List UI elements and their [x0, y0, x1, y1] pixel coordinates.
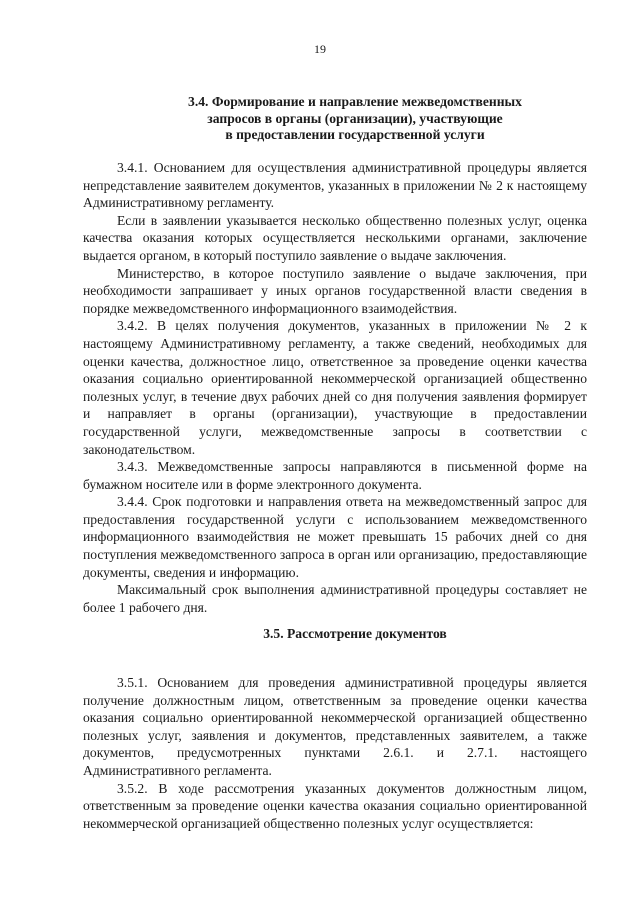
section-title-line: запросов в органы (организации), участвующие	[207, 110, 503, 126]
paragraph-3-4-4: 3.4.4. Срок подготовки и направления ответа на межведомственный запрос для предоставления государственной услуги с использованием межведомственного информационного взаимодействия не может превышать 15 рабочих дней со дня поступления межведомственного запроса в орган или организацию, предоставляющие документы, сведения и информацию.	[83, 494, 587, 580]
section-title-line: 3.5. Рассмотрение документов	[263, 626, 447, 641]
section-3-4-title	[120, 94, 590, 144]
paragraph-multiple-organs: Если в заявлении указывается несколько общественно полезных услуг, оценка качества оказания которых осуществляется несколькими органами, заключение выдается органом, в который поступило заявление о выдаче заключения.	[83, 212, 587, 263]
paragraph-3-5-2: 3.5.2. В ходе рассмотрения указанных документов должностным лицом, ответственным за проведение оценки качества оказания социально ориентированной некоммерческой организацией общественно полезных услуг осуществляется:	[83, 780, 587, 831]
section-title-line: в предоставлении государственной услуги	[225, 127, 485, 143]
paragraph-3-4-3: 3.4.3. Межведомственные запросы направляются в письменной форме на бумажном носителе или в форме электронного документа.	[83, 459, 587, 492]
paragraph-ministry-requests: Министерство, в которое поступило заявление о выдаче заключения, при необходимости запрашивает у иных органов государственной власти сведения в порядке межведомственного информационного взаимодействия.	[83, 265, 587, 316]
paragraph-3-4-2: 3.4.2. В целях получения документов, указанных в приложении № 2 к настоящему Административному регламенту, а также сведений, необходимых для оценки качества, должностное лицо, ответственное за проведение оценки качества оказания социально ориентированной некоммерческой организацией общественно полезных услуг, в течение двух рабочих дней со дня получения заявления формирует и направляет в органы (организации), участвующие в предоставлении государственной услуги, межведомственные запросы в соответствии с законодательством.	[83, 318, 587, 457]
page-number: 19	[314, 42, 326, 56]
paragraph-3-4-1: 3.4.1. Основанием для осуществления административной процедуры является непредставление заявителем документов, указанных в приложении № 2 к настоящему Административному регламенту.	[83, 160, 587, 211]
paragraph-3-5-1: 3.5.1. Основанием для проведения административной процедуры является получение должностным лицом, ответственным за проведение оценки качества оказания социально ориентированной некоммерческой организацией общественно полезных услуг, заявления и документов, представленных заявителем, а также документов, предусмотренных пунктами 2.6.1. и 2.7.1. настоящего Административного регламента.	[83, 675, 587, 778]
paragraph-max-duration: Максимальный срок выполнения административной процедуры составляет не более 1 рабочего дня.	[83, 582, 587, 615]
section-3-5-body	[83, 674, 587, 832]
section-3-4-body	[83, 159, 587, 616]
section-3-5-title	[120, 626, 590, 643]
section-title-line: 3.4. Формирование и направление межведомственных	[188, 94, 522, 109]
